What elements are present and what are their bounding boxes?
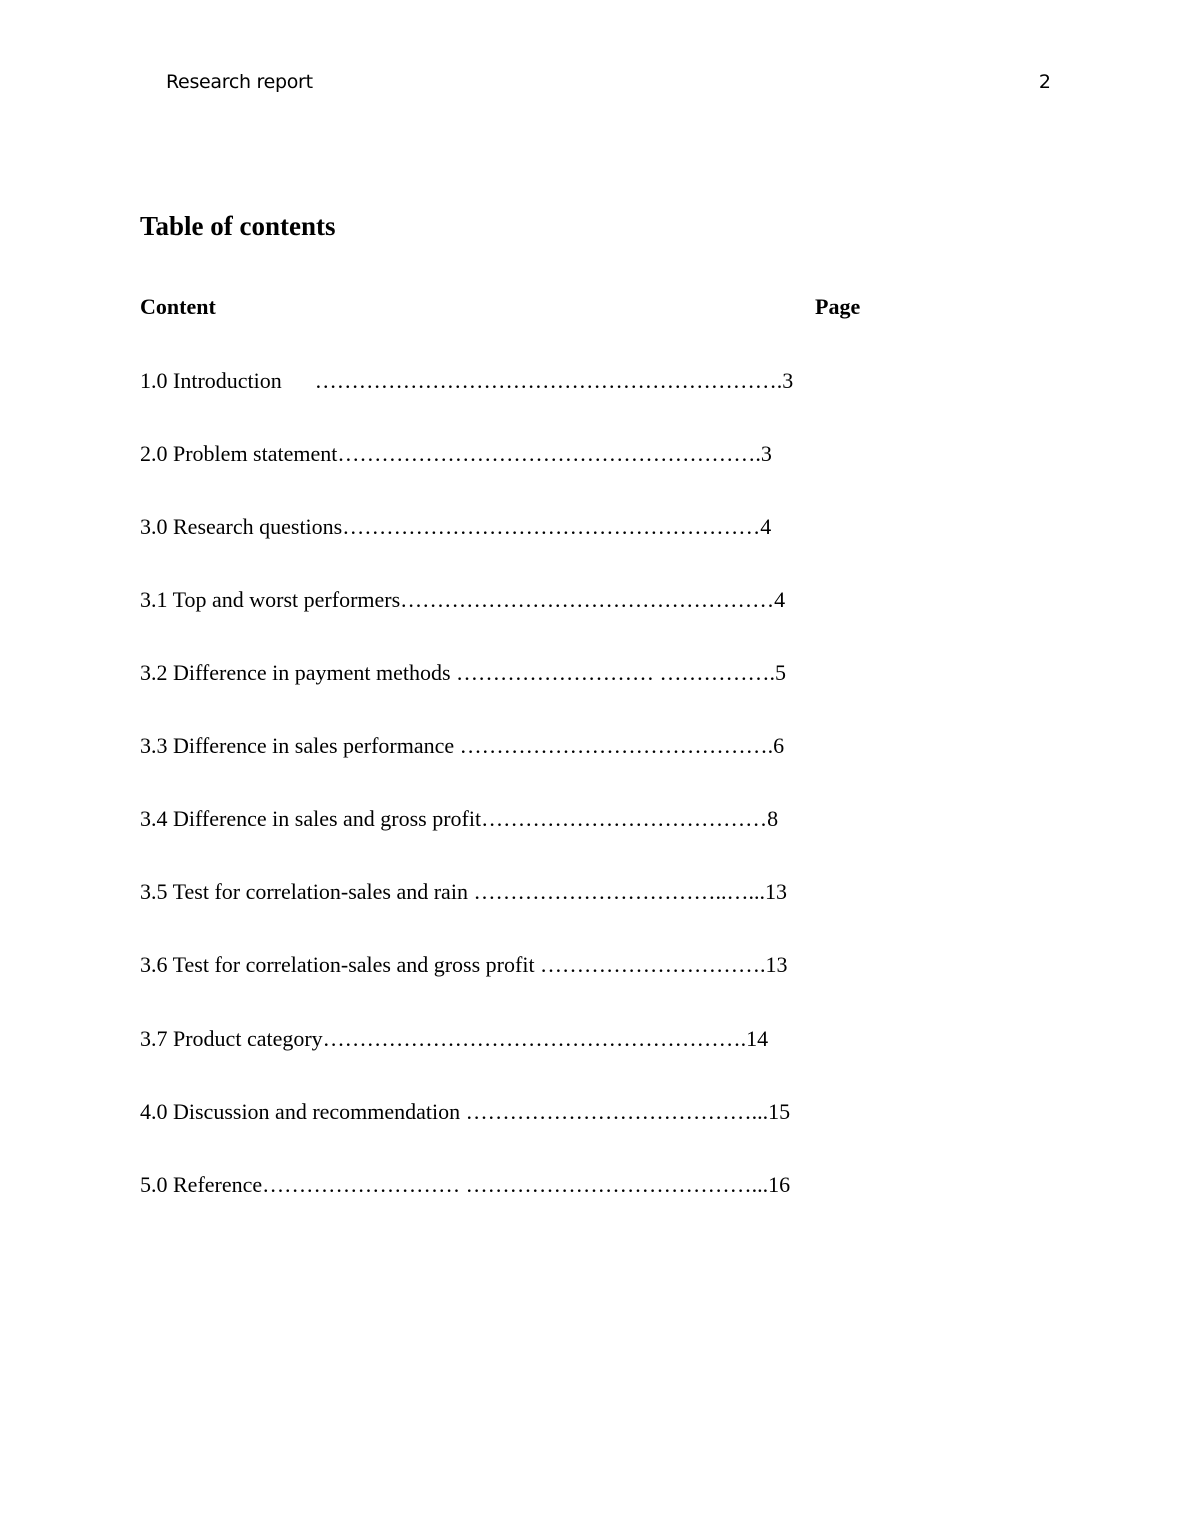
toc-entry-sales-gross-profit: 3.4 Difference in sales and gross profit…………………………………8 <box>140 806 779 831</box>
toc-entry-sales-performance: 3.3 Difference in sales performance …………………………………….6 <box>140 733 785 758</box>
toc-title: Table of contents <box>140 211 336 241</box>
toc-entry-payment-methods: 3.2 Difference in payment methods ……………………… …………….5 <box>140 660 787 685</box>
toc-entry-correlation-sales-rain: 3.5 Test for correlation-sales and rain ……………………………..…...13 <box>140 879 787 904</box>
running-header-title: Research report <box>166 71 313 93</box>
toc-content-heading: Content <box>140 294 216 319</box>
toc-entry-introduction: 1.0 Introduction ……………………………………………………….3 <box>140 368 794 393</box>
toc-entry-discussion: 4.0 Discussion and recommendation …………………………………...15 <box>140 1099 791 1124</box>
toc-entry-correlation-sales-profit: 3.6 Test for correlation-sales and gross profit ………………………….13 <box>140 952 788 977</box>
toc-entry-problem-statement: 2.0 Problem statement………………………………………………….3 <box>140 441 772 466</box>
toc-page-heading: Page <box>815 294 861 319</box>
toc-entry-research-questions: 3.0 Research questions…………………………………………………4 <box>140 514 772 539</box>
toc-entry-product-category: 3.7 Product category………………………………………………….14 <box>140 1026 769 1051</box>
toc-entry-top-worst-performers: 3.1 Top and worst performers……………………………………………4 <box>140 587 786 612</box>
toc-entry-reference: 5.0 Reference……………………… …………………………………...16 <box>140 1172 791 1197</box>
page-number: 2 <box>1038 71 1051 93</box>
